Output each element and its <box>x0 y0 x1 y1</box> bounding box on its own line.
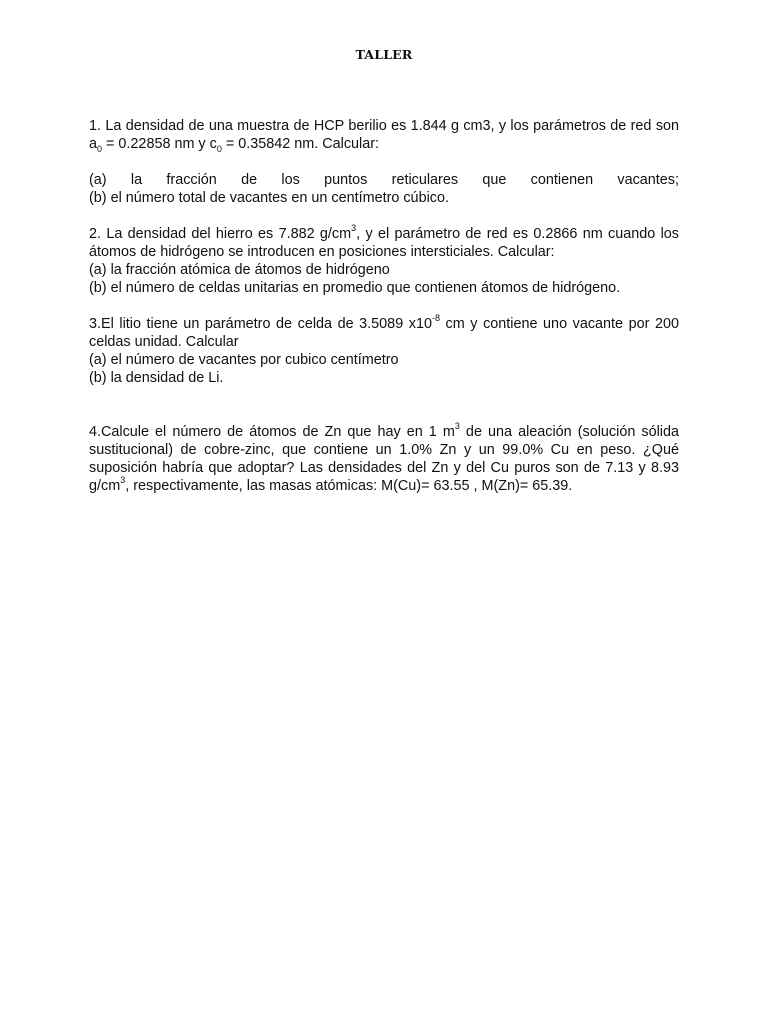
question-4 <box>89 423 679 495</box>
q3-part-b: (b) la densidad de Li. <box>89 370 224 386</box>
q1-c-value: = 0.35842 nm. Calcular: <box>221 136 380 152</box>
q4-sup-1: 3 <box>454 421 460 432</box>
q4-pre: 4.Calcule el número de átomos de Zn que hay en 1 m <box>89 424 455 440</box>
q2-pre: 2. La densidad del hierro es 7.882 g/cm <box>89 226 352 242</box>
q4-post: , respectivamente, las masas atómicas: M(Cu)= 63.55 , M(Zn)= 65.39. <box>125 478 573 494</box>
q2-part-a: (a) la fracción atómica de átomos de hidrógeno <box>89 262 390 278</box>
q3-sup: -8 <box>431 313 440 324</box>
q1-part-b-text: (b) el número total de vacantes en un centímetro cúbico. <box>89 190 449 206</box>
q3-post: cm y contiene uno vacante por 200 celdas unidad. Calcular <box>89 316 679 350</box>
q3-part-a: (a) el número de vacantes por cubico centímetro <box>89 352 399 368</box>
document-body <box>89 117 679 495</box>
question-1 <box>89 117 679 153</box>
q4-mid: de una aleación (solución sólida sustitucional) de cobre-zinc, que contiene un 1.0% Zn y un 99.0% Cu en peso. ¿Qué suposición habría que adoptar? Las densidades del Zn y del Cu puros son de 7.13 y 8.93 g/cm <box>89 424 679 494</box>
q1-part-b <box>89 189 679 207</box>
question-2 <box>89 225 679 261</box>
q3-pre: 3.El litio tiene un parámetro de celda de 3.5089 x10 <box>89 316 432 332</box>
question-3 <box>89 315 679 351</box>
q2-post: , y el parámetro de red es 0.2866 nm cuando los átomos de hidrógeno se introducen en posiciones intersticiales. Calcular: <box>89 226 679 260</box>
page-title: TALLER <box>355 47 413 62</box>
q1-line1: 1. La densidad de una muestra de HCP berilio es 1.844 g cm3, y los parámetros de red <box>89 118 652 134</box>
q1-part-a: (a) la fracción de los puntos reticulares que contienen vacantes; <box>89 172 679 188</box>
q1-son-a: son a <box>89 118 680 152</box>
q1-sub-c: 0 <box>216 143 222 154</box>
q1-a-value: = 0.22858 nm y c <box>102 136 217 152</box>
q2-sup: 3 <box>351 223 357 234</box>
q4-sup-2: 3 <box>120 475 126 486</box>
q1-sub-a: 0 <box>97 143 103 154</box>
q2-part-b: (b) el número de celdas unitarias en promedio que contienen átomos de hidrógeno. <box>89 280 621 296</box>
